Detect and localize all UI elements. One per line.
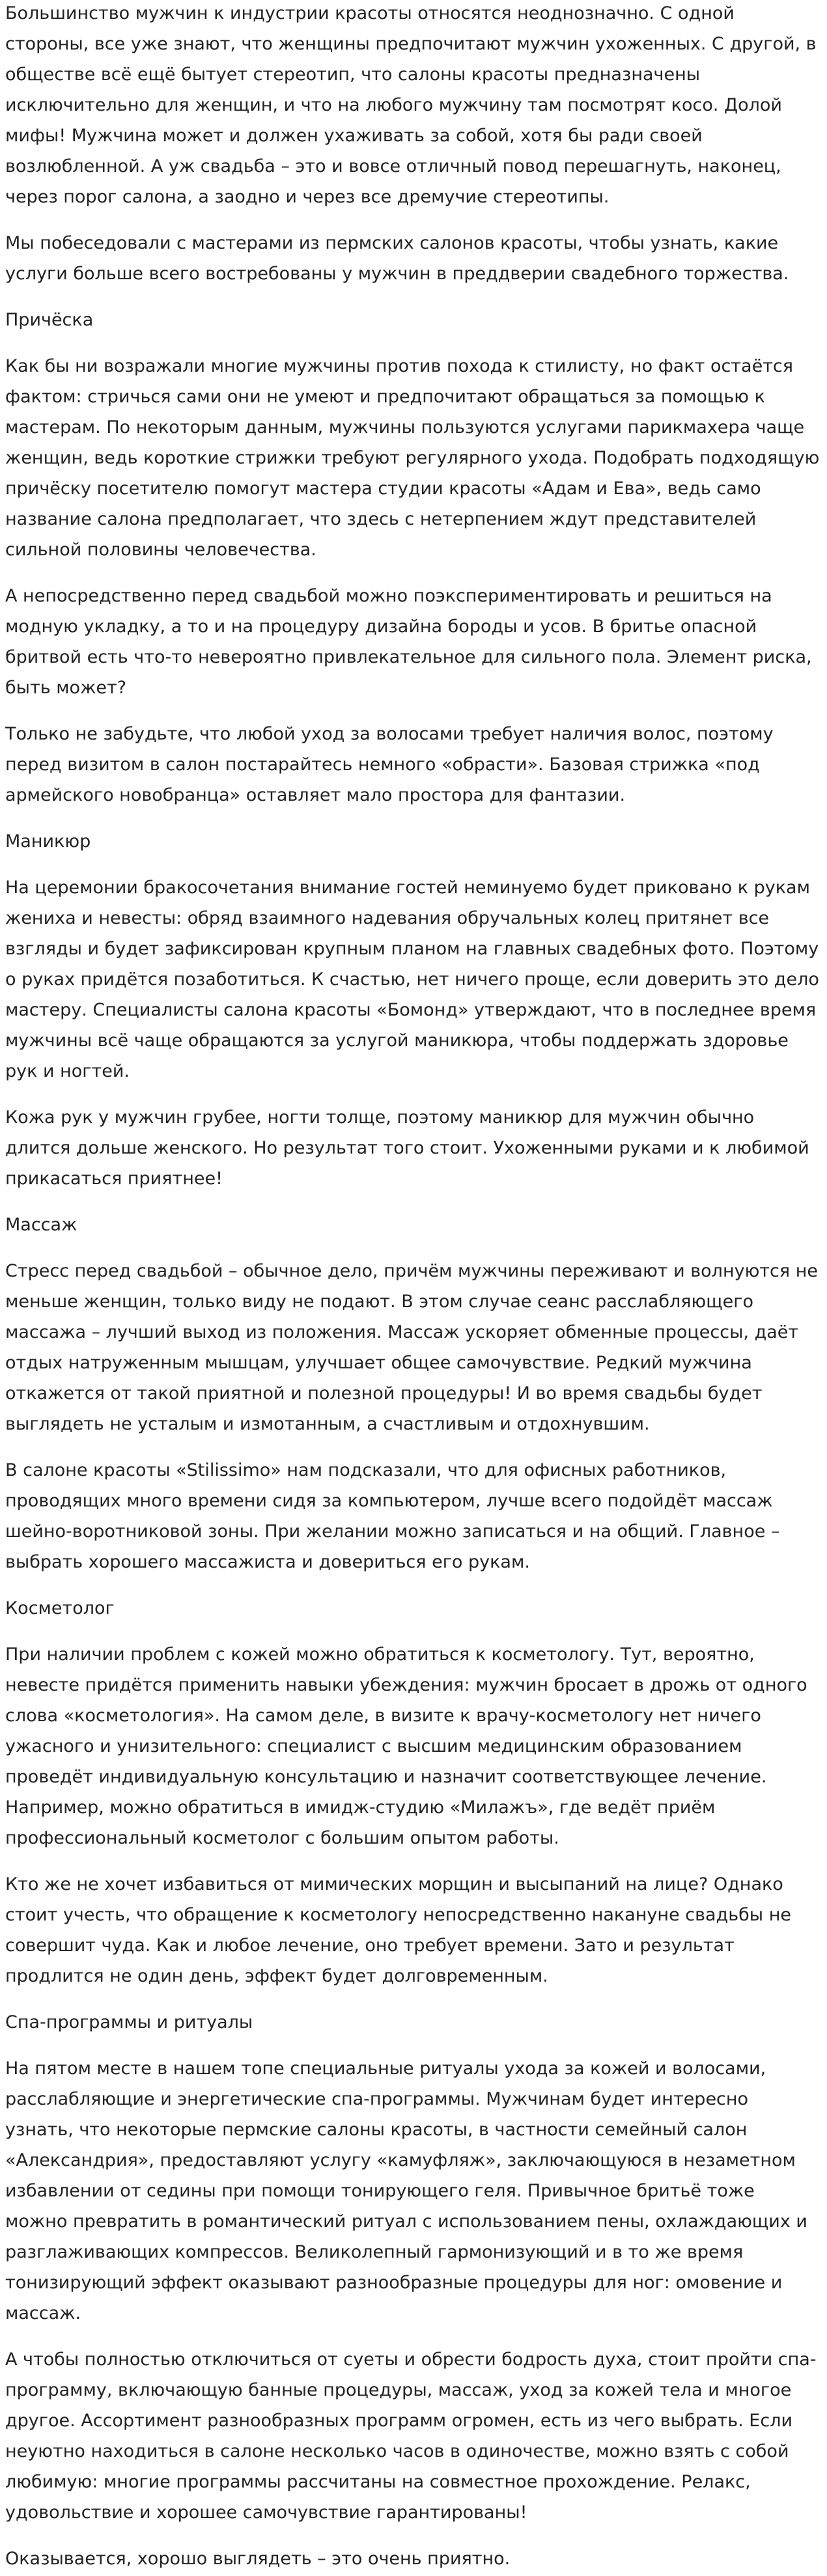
heading-manicure: Маникюр xyxy=(5,831,91,852)
article-body xyxy=(5,0,822,2574)
cosmetologist-paragraph-2: Кто же не хочет избавиться от мимических морщин и высыпаний на лице? Однако стоит учесть, что обращение к косметологу непосредственно накануне свадьбы не совершит чуда. Как и любое лечение, оно требует времени. Зато и результат продлится не один день, эффект будет долговременным. xyxy=(5,1874,791,1986)
massage-paragraph-2: В салоне красоты «Stilissimo» нам подсказали, что для офисных работников, проводящих много времени сидя за компьютером, лучше всего подойдёт массаж шейно-воротниковой зоны. При желании можно записаться и на общий. Главное – выбрать хорошего массажиста и довериться его рукам. xyxy=(5,1460,780,1572)
manicure-paragraph-1: На церемонии бракосочетания внимание гостей неминуемо будет приковано к рукам жениха и невесты: обряд взаимного надевания обручальных колец притянет все взгляды и будет зафиксирован крупным планом на главных свадебных фото. Поэтому о руках придётся позаботиться. К счастью, нет ничего проще, если доверить это дело мастеру. Специалисты салона красоты «Бомонд» утверждают, что в последнее время мужчины всё чаще обращаются за услугой маникюра, чтобы поддержать здоровье рук и ногтей. xyxy=(5,878,819,1081)
manicure-paragraph-2: Кожа рук у мужчин грубее, ногти толще, поэтому маникюр для мужчин обычно длится дольше женского. Но результат того стоит. Ухоженными руками и к любимой прикасаться приятнее! xyxy=(5,1107,809,1189)
intro-paragraph-2: Мы побеседовали с мастерами из пермских салонов красоты, чтобы узнать, какие услуги больше всего востребованы у мужчин в преддверии свадебного торжества. xyxy=(5,233,789,284)
massage-paragraph-1: Стресс перед свадьбой – обычное дело, причём мужчины переживают и волнуются не меньше женщин, только виду не подают. В этом случае сеанс расслабляющего массажа – лучший выход из положения. Массаж ускоряет обменные процессы, даёт отдых натруженным мышцам, улучшает общее самочувствие. Редкий мужчина откажется от такой приятной и полезной процедуры! И во время свадьбы будет выглядеть не усталым и измотанным, а счастливым и отдохнувшим. xyxy=(5,1261,818,1434)
heading-cosmetologist: Косметолог xyxy=(5,1598,115,1618)
closing-paragraph: Оказывается, хорошо выглядеть – это очень приятно. xyxy=(5,2549,511,2569)
heading-massage: Массаж xyxy=(5,1215,77,1235)
heading-haircut: Причёска xyxy=(5,310,94,330)
intro-paragraph-1: Большинство мужчин к индустрии красоты относятся неоднозначно. С одной стороны, все уже знают, что женщины предпочитают мужчин ухоженных. С другой, в обществе всё ещё бытует стереотип, что салоны красоты предназначены исключительно для женщин, и что на любого мужчину там посмотрят косо. Долой мифы! Мужчина может и должен ухаживать за собой, хотя бы ради своей возлюбленной. А уж свадьба – это и вовсе отличный повод перешагнуть, наконец, через порог салона, а заодно и через все дремучие стереотипы. xyxy=(5,3,817,207)
spa-paragraph-2: А чтобы полностью отключиться от суеты и обрести бодрость духа, стоит пройти спа-программу, включающую банные процедуры, массаж, уход за кожей тела и многое другое. Ассортимент разнообразных программ огромен, есть из чего выбрать. Если неуютно находиться в салоне несколько часов в одиночестве, можно взять с собой любимую: многие программы рассчитаны на совместное прохождение. Релакс, удовольствие и хорошее самочувствие гарантированы! xyxy=(5,2349,817,2523)
haircut-paragraph-1: Как бы ни возражали многие мужчины против похода к стилисту, но факт остаётся фактом: стричься сами они не умеют и предпочитают обращаться за помощью к мастерам. По некоторым данным, мужчины пользуются услугами парикмахера чаще женщин, ведь короткие стрижки требуют регулярного ухода. Подобрать подходящую причёску посетителю помогут мастера студии красоты «Адам и Ева», ведь само название салона предполагает, что здесь с нетерпением ждут представителей сильной половины человечества. xyxy=(5,356,820,560)
haircut-paragraph-2: А непосредственно перед свадьбой можно поэкспериментировать и решиться на модную укладку, а то и на процедуру дизайна бороды и усов. В бритье опасной бритвой есть что-то невероятно привлекательное для сильного пола. Элемент риска, быть может? xyxy=(5,586,812,698)
haircut-paragraph-3: Только не забудьте, что любой уход за волосами требует наличия волос, поэтому перед визитом в салон постарайтесь немного «обрасти». Базовая стрижка «под армейского новобранца» оставляет мало простора для фантазии. xyxy=(5,724,774,805)
spa-paragraph-1: На пятом месте в нашем топе специальные ритуалы ухода за кожей и волосами, расслабляющие и энергетические спа-программы. Мужчинам будет интересно узнать, что некоторые пермские салоны красоты, в частности семейный салон «Александрия», предоставляют услугу «камуфляж», заключающуюся в незаметном избавлении от седины при помощи тонирующего геля. Привычное бритьё тоже можно превратить в романтический ритуал с использованием пены, охлаждающих и разглаживающих компрессов. Великолепный гармонизующий и в то же время тонизирующий эффект оказывают разнообразные процедуры для ног: омовение и массаж. xyxy=(5,2058,807,2323)
cosmetologist-paragraph-1: При наличии проблем с кожей можно обратиться к косметологу. Тут, вероятно, невесте придётся применить навыки убеждения: мужчин бросает в дрожь от одного слова «косметология». На самом деле, в визите к врачу-косметологу нет ничего ужасного и унизительного: специалист с высшим медицинским образованием проведёт индивидуальную консультацию и назначит соответствующее лечение. Например, можно обратиться в имидж-студию «Милажъ», где ведёт приём профессиональный косметолог с большим опытом работы. xyxy=(5,1644,807,1848)
heading-spa: Спа-программы и ритуалы xyxy=(5,2012,253,2032)
